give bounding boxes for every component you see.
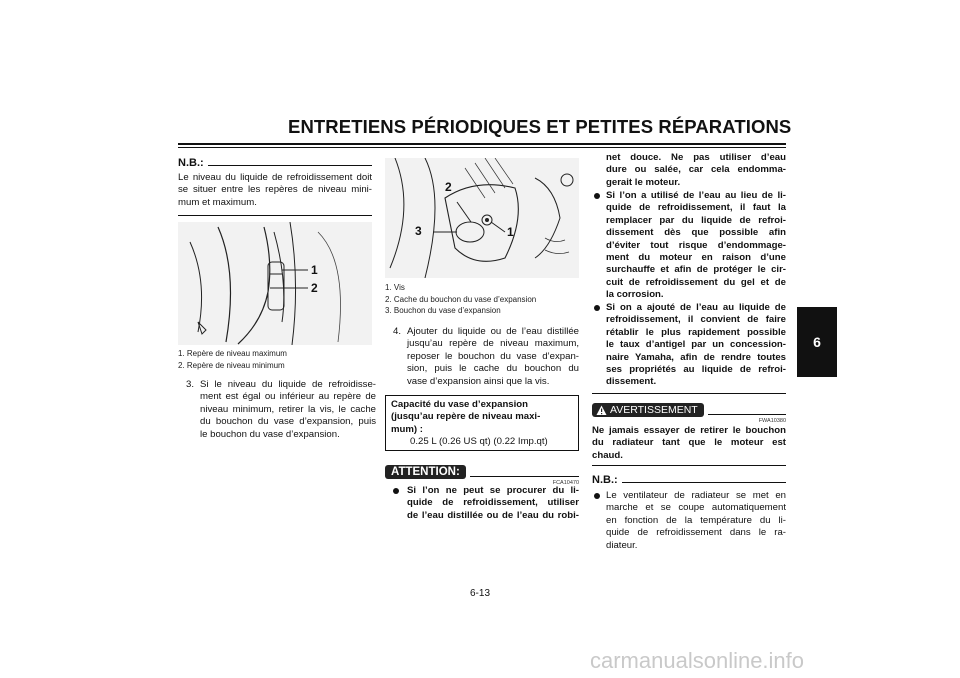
capacity-value: 0.25 L (0.26 US qt) (0.22 Imp.qt) [410,436,548,448]
caption-item: 3. Bouchon du vase d’expansion [385,306,501,315]
bullet-icon [594,305,600,311]
figure-label-1: 1 [507,225,514,239]
bullet-icon [594,493,600,499]
caption-item: 1. Repère de niveau maximum [178,349,287,358]
attention-block [385,465,579,486]
note-bullet [592,490,786,552]
caption-item: 2. Cache du bouchon du vase d’expansion [385,294,537,304]
caption-item: 1. Vis [385,283,405,292]
bullet-icon [393,488,399,494]
note-block-2 [592,474,786,486]
step-4 [393,326,579,388]
reservoir-illustration [178,222,372,345]
capacity-heading: Capacité du vase d’expansion (jusqu’au repère de niveau maxi- mum) : [391,399,541,435]
capacity-box [385,395,579,451]
figure-label-2: 2 [311,281,318,295]
watermark-link[interactable]: carmanualsonline.info [590,648,805,673]
attention-continued: net douce. Ne pas utiliser d’eau dure ou salée, car cela endomma- gerait le moteur. [606,152,786,188]
chapter-tab: 6 [797,307,837,377]
attention-code: FCA10470 [552,480,579,486]
cap-illustration [385,158,579,278]
step-number: 3. [186,379,195,390]
warning-end-rule [592,465,786,466]
figure-label-3: 3 [415,224,422,238]
page-title: ENTRETIENS PÉRIODIQUES ET PETITES RÉPARATIONS [288,116,792,137]
bullet-text: Si on a ajouté de l’eau au liquide de refroidissement, il convient de faire rétablir le plus rapidement possible le taux d’antigel par un concession- naire Yamaha, afin de rendre toutes ses propriétés au liquide de refroi- dissement. [606,302,786,388]
step-text: Ajouter du liquide ou de l’eau distillée jusqu’au repère de niveau maximum, reposer le bouchon du vase d’expan- sion, puis le cache du bouchon du vase d’expansion ainsi que la vis. [407,326,579,387]
bullet-text: Si l’on a utilisé de l’eau au lieu de li- quide de refroidissement, il faut la remplacer par du liquide de refroi- dissement dès que possible afin d’éviter tout risque d’endommage- ment du moteur en raison d’une surchauffe et afin de protéger le cir- cuit de refroidissement du gel et de la corrosion. [606,190,786,301]
header-rule [178,143,786,145]
attention-bullet [393,485,579,522]
attention-rule [470,476,579,477]
note-rule [208,165,372,166]
figure-cap-screw [385,158,579,278]
figure-label-1: 1 [311,263,318,277]
note-text: Le niveau du liquide de refroidissement doit se situer entre les repères de niveau mini- mum et maximum. [178,172,372,208]
page-number: 6-13 [469,588,490,599]
caption-item: 2. Repère de niveau minimum [178,360,285,370]
figure-label-2: 2 [445,180,452,194]
attention-text: Si l’on ne peut se procurer du li- quide de refroidissement, utiliser de l’eau distillée ou de l’eau du robi- [407,485,579,521]
bullet-1 [592,190,786,302]
warning-label: AVERTISSEMENT [592,403,704,417]
warning-block [592,403,786,424]
attention-label: ATTENTION: [385,465,466,479]
figure-level-marks [178,222,372,345]
figure-captions-2 [385,282,585,317]
step-text: Si le niveau du liquide de refroidisse- ment est égal ou inférieur au repère de niveau minimum, retirer la vis, le cache du bouchon du vase d’expansion, puis le bouchon du vase d’expansion. [200,379,376,440]
warning-triangle-icon [596,405,607,416]
figure-captions-1 [178,348,378,371]
note-heading: N.B.: [178,157,204,169]
note-end-rule [178,215,372,216]
bullet-2 [592,302,786,389]
warning-rule [708,414,786,415]
step-number: 4. [393,326,402,337]
note-bullet-text: Le ventilateur de radiateur se met en marche et se coupe automatiquement en fonction de la température du li- quide de refroidissement dans le ra- diateur. [606,490,786,551]
warning-code: FWA10380 [758,418,786,424]
header-rule-thin [178,147,786,148]
step-3 [186,379,376,441]
bullet-end-rule [592,393,786,394]
note-rule [622,482,786,483]
note-heading: N.B.: [592,474,618,486]
note-block-1 [178,157,372,216]
bullet-icon [594,193,600,199]
warning-text: Ne jamais essayer de retirer le bouchon du radiateur tant que le moteur est chaud. [592,425,786,461]
